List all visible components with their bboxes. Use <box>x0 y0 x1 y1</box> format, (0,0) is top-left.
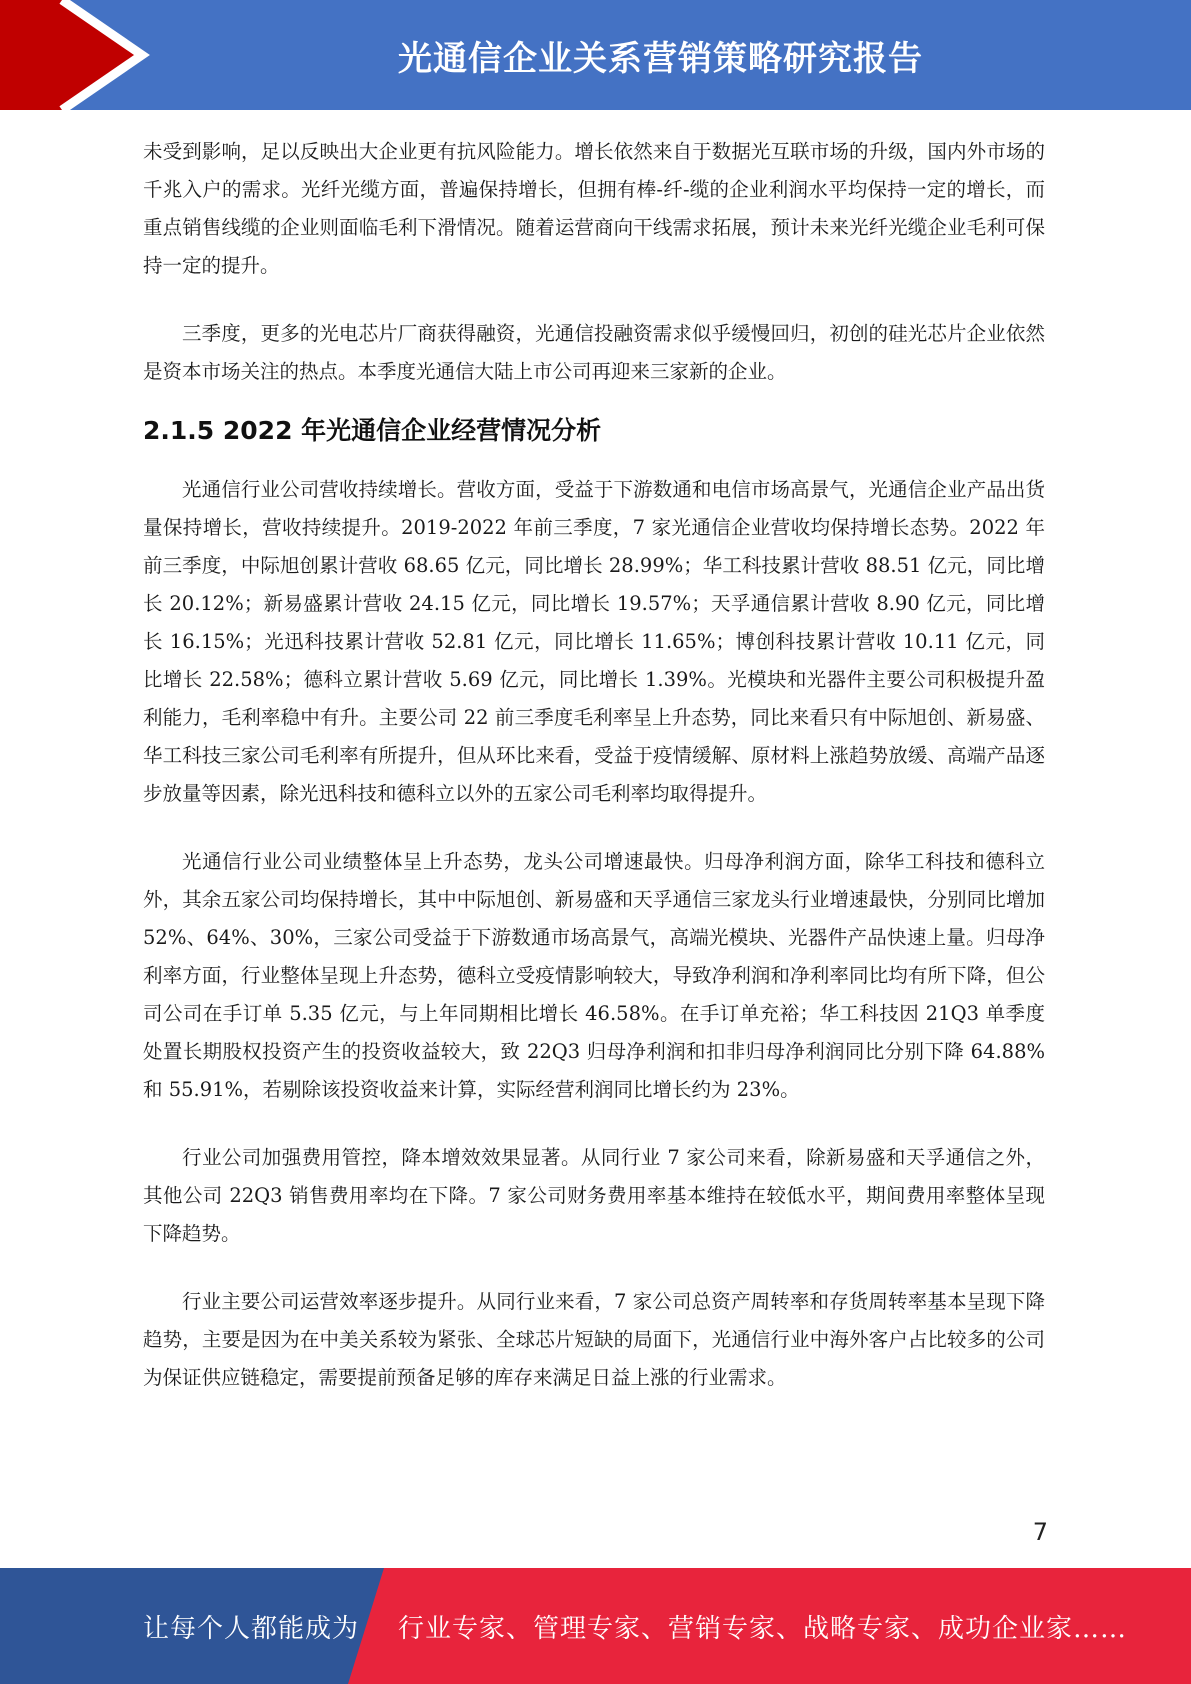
footer-banner <box>0 1568 1191 1684</box>
footer-slogan-left: 让每个人都能成为 <box>143 1613 360 1644</box>
paragraph-profit: 光通信行业公司业绩整体呈上升态势，龙头公司增速最快。归母净利润方面，除华工科技和德科立外，其余五家公司均保持增长，其中中际旭创、新易盛和天孚通信三家龙头行业增速最快，分别同比增加 52%、64%、30%，三家公司受益于下游数通市场高景气，高端光模块、光器件产品快速上量。归母净利率方面，行业整体呈现上升态势，德科立受疫情影响较大，导致净利润和净利率同比均有所下降，但公司公司在手订单 5.35 亿元，与上年同期相比增长 46.58%。在手订单充裕；华工科技因 21Q3 单季度处置长期股权投资产生的投资收益较大，致 22Q3 归母净利润和扣非归母净利润同比分别下降 64.88%和 55.91%，若剔除该投资收益来计算，实际经营利润同比增长约为 23%。 <box>143 850 1045 1101</box>
report-title: 光通信企业关系营销策略研究报告 <box>398 38 923 79</box>
header-arrow-decoration <box>0 0 160 110</box>
paragraph-revenue: 光通信行业公司营收持续增长。营收方面，受益于下游数通和电信市场高景气，光通信企业产品出货量保持增长，营收持续提升。2019-2022 年前三季度，7 家光通信企业营收均保持增长态势。2022 年前三季度，中际旭创累计营收 68.65 亿元，同比增长 28.99%；华工科技累计营收 88.51 亿元，同比增长 20.12%；新易盛累计营收 24.15 亿元，同比增长 19.57%；天孚通信累计营收 8.90 亿元，同比增长 16.15%；光迅科技累计营收 52.81 亿元，同比增长 11.65%；博创科技累计营收 10.11 亿元，同比增长 22.58%；德科立累计营收 5.69 亿元，同比增长 1.39%。光模块和光器件主要公司积极提升盈利能力，毛利率稳中有升。主要公司 22 前三季度毛利率呈上升态势，同比来看只有中际旭创、新易盛、华工科技三家公司毛利率有所提升，但从环比来看，受益于疫情缓解、原材料上涨趋势放缓、高端产品逐步放量等因素，除光迅科技和德科立以外的五家公司毛利率均取得提升。 <box>143 478 1045 805</box>
paragraph-efficiency: 行业主要公司运营效率逐步提升。从同行业来看，7 家公司总资产周转率和存货周转率基本呈现下降趋势，主要是因为在中美关系较为紧张、全球芯片短缺的局面下，光通信行业中海外客户占比较多的公司为保证供应链稳定，需要提前预备足够的库存来满足日益上涨的行业需求。 <box>143 1290 1045 1389</box>
paragraph-continuation: 未受到影响，足以反映出大企业更有抗风险能力。增长依然来自于数据光互联市场的升级，国内外市场的千兆入户的需求。光纤光缆方面，普遍保持增长，但拥有棒-纤-缆的企业利润水平均保持一定的增长，而重点销售线缆的企业则面临毛利下滑情况。随着运营商向干线需求拓展，预计未来光纤光缆企业毛利可保持一定的提升。 <box>143 140 1045 277</box>
header-banner <box>0 0 1191 110</box>
section-heading: 2.1.5 2022 年光通信企业经营情况分析 <box>143 416 602 445</box>
paragraph-q3-financing: 三季度，更多的光电芯片厂商获得融资，光通信投融资需求似乎缓慢回归，初创的硅光芯片企业依然是资本市场关注的热点。本季度光通信大陆上市公司再迎来三家新的企业。 <box>143 322 1045 383</box>
page-number: 7 <box>1032 1518 1048 1546</box>
paragraph-cost-control: 行业公司加强费用管控，降本增效效果显著。从同行业 7 家公司来看，除新易盛和天孚通信之外，其他公司 22Q3 销售费用率均在下降。7 家公司财务费用率基本维持在较低水平，期间费用率整体呈现下降趋势。 <box>143 1146 1045 1245</box>
footer-slogan-right: 行业专家、管理专家、营销专家、战略专家、成功企业家…… <box>398 1613 1128 1644</box>
document-body <box>143 133 1045 1397</box>
